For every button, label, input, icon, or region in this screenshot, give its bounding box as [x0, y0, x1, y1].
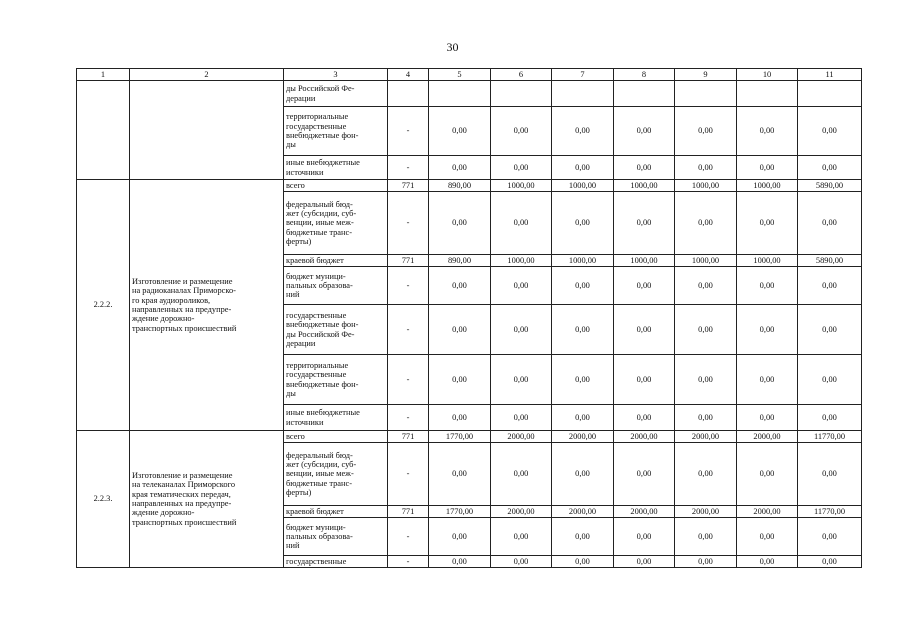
gov-code-cell: 771 [388, 431, 429, 443]
amount-cell: 0,00 [429, 192, 491, 255]
amount-cell: 0,00 [552, 305, 614, 355]
amount-cell: 0,00 [614, 305, 675, 355]
amount-cell [429, 81, 491, 107]
amount-cell: 0,00 [552, 556, 614, 568]
amount-cell: 1000,00 [491, 255, 552, 267]
amount-cell [675, 81, 737, 107]
gov-code-cell: - [388, 192, 429, 255]
amount-cell: 1000,00 [737, 180, 798, 192]
amount-cell: 2000,00 [614, 431, 675, 443]
amount-cell: 0,00 [491, 518, 552, 556]
amount-cell: 0,00 [552, 443, 614, 506]
amount-cell: 0,00 [429, 556, 491, 568]
column-header: 7 [552, 69, 614, 81]
amount-cell: 2000,00 [491, 431, 552, 443]
item-description: Изготовление и размещение на радиоканалах Приморско- го края аудиороликов, направленных на предупре- ждение дорожно- транспортных происшествий [130, 180, 284, 431]
amount-cell [614, 81, 675, 107]
amount-cell: 0,00 [491, 305, 552, 355]
amount-cell: 0,00 [429, 305, 491, 355]
amount-cell: 2000,00 [614, 506, 675, 518]
amount-cell: 0,00 [491, 355, 552, 405]
table-row [77, 81, 862, 107]
amount-cell: 0,00 [429, 267, 491, 305]
funding-source: всего [284, 431, 388, 443]
amount-cell: 0,00 [798, 192, 862, 255]
funding-source: краевой бюджет [284, 255, 388, 267]
funding-source: всего [284, 180, 388, 192]
amount-cell: 0,00 [614, 556, 675, 568]
amount-cell: 0,00 [614, 156, 675, 180]
table-row [77, 180, 862, 192]
amount-cell: 0,00 [737, 156, 798, 180]
amount-cell: 2000,00 [737, 506, 798, 518]
gov-code-cell: - [388, 518, 429, 556]
amount-cell: 0,00 [798, 405, 862, 431]
gov-code-cell: - [388, 355, 429, 405]
column-header: 11 [798, 69, 862, 81]
gov-code-cell: 771 [388, 506, 429, 518]
amount-cell: 1770,00 [429, 506, 491, 518]
funding-source: государственные [284, 556, 388, 568]
amount-cell: 1000,00 [552, 255, 614, 267]
amount-cell: 0,00 [614, 405, 675, 431]
amount-cell: 1000,00 [491, 180, 552, 192]
funding-source: иные внебюджетные источники [284, 405, 388, 431]
amount-cell: 0,00 [675, 267, 737, 305]
amount-cell: 0,00 [491, 192, 552, 255]
amount-cell: 0,00 [798, 107, 862, 156]
amount-cell: 890,00 [429, 180, 491, 192]
amount-cell: 0,00 [675, 556, 737, 568]
funding-source: бюджет муници- пальных образова- ний [284, 518, 388, 556]
amount-cell: 2000,00 [491, 506, 552, 518]
gov-code-cell: - [388, 443, 429, 506]
amount-cell: 0,00 [675, 405, 737, 431]
amount-cell: 11770,00 [798, 506, 862, 518]
amount-cell: 0,00 [798, 305, 862, 355]
table-body [77, 81, 862, 568]
gov-code-cell [388, 81, 429, 107]
amount-cell [737, 81, 798, 107]
item-description [130, 81, 284, 180]
column-header: 6 [491, 69, 552, 81]
amount-cell: 0,00 [491, 443, 552, 506]
column-header: 1 [77, 69, 130, 81]
amount-cell: 0,00 [798, 355, 862, 405]
funding-source: федеральный бюд- жет (субсидии, суб- венции, иные меж- бюджетные транс- ферты) [284, 192, 388, 255]
funding-source: государственные внебюджетные фон- ды Российской Фе- дерации [284, 305, 388, 355]
amount-cell: 0,00 [798, 443, 862, 506]
amount-cell: 0,00 [798, 156, 862, 180]
column-header: 2 [130, 69, 284, 81]
amount-cell: 0,00 [675, 107, 737, 156]
amount-cell [491, 81, 552, 107]
column-header: 3 [284, 69, 388, 81]
amount-cell: 0,00 [737, 107, 798, 156]
gov-code-cell: 771 [388, 180, 429, 192]
item-code: 2.2.2. [77, 180, 130, 431]
amount-cell: 1000,00 [675, 180, 737, 192]
amount-cell: 1000,00 [552, 180, 614, 192]
amount-cell: 0,00 [675, 156, 737, 180]
amount-cell [798, 81, 862, 107]
amount-cell: 0,00 [614, 107, 675, 156]
column-header: 9 [675, 69, 737, 81]
amount-cell: 0,00 [552, 355, 614, 405]
amount-cell: 0,00 [614, 267, 675, 305]
funding-source: иные внебюджетные источники [284, 156, 388, 180]
amount-cell: 0,00 [675, 305, 737, 355]
amount-cell: 0,00 [429, 107, 491, 156]
amount-cell: 0,00 [737, 518, 798, 556]
column-header: 4 [388, 69, 429, 81]
amount-cell: 890,00 [429, 255, 491, 267]
amount-cell: 0,00 [737, 355, 798, 405]
amount-cell: 0,00 [429, 355, 491, 405]
table-row [77, 431, 862, 443]
amount-cell: 1000,00 [614, 180, 675, 192]
amount-cell: 2000,00 [552, 506, 614, 518]
amount-cell: 0,00 [737, 305, 798, 355]
amount-cell: 0,00 [429, 443, 491, 506]
amount-cell: 0,00 [552, 156, 614, 180]
column-header: 5 [429, 69, 491, 81]
amount-cell: 5890,00 [798, 255, 862, 267]
amount-cell: 2000,00 [552, 431, 614, 443]
budget-table [76, 68, 862, 568]
amount-cell: 0,00 [491, 107, 552, 156]
amount-cell: 0,00 [491, 156, 552, 180]
funding-source: краевой бюджет [284, 506, 388, 518]
amount-cell: 1000,00 [614, 255, 675, 267]
item-description: Изготовление и размещение на телеканалах Приморского края тематических передач, направленных на предупре- ждение дорожно- транспортных происшествий [130, 431, 284, 568]
amount-cell: 11770,00 [798, 431, 862, 443]
amount-cell: 0,00 [614, 192, 675, 255]
amount-cell: 0,00 [798, 556, 862, 568]
amount-cell: 0,00 [552, 107, 614, 156]
amount-cell: 0,00 [491, 405, 552, 431]
amount-cell: 0,00 [614, 518, 675, 556]
funding-source: федеральный бюд- жет (субсидии, суб- венции, иные меж- бюджетные транс- ферты) [284, 443, 388, 506]
funding-source: ды Российской Фе- дерации [284, 81, 388, 107]
amount-cell: 0,00 [429, 405, 491, 431]
amount-cell: 2000,00 [675, 506, 737, 518]
gov-code-cell: - [388, 305, 429, 355]
amount-cell: 0,00 [737, 556, 798, 568]
amount-cell: 0,00 [429, 156, 491, 180]
gov-code-cell: - [388, 405, 429, 431]
amount-cell: 5890,00 [798, 180, 862, 192]
amount-cell: 0,00 [675, 192, 737, 255]
amount-cell: 0,00 [491, 556, 552, 568]
page-number: 30 [446, 40, 459, 54]
amount-cell [552, 81, 614, 107]
amount-cell: 0,00 [429, 518, 491, 556]
amount-cell: 0,00 [614, 443, 675, 506]
amount-cell: 2000,00 [675, 431, 737, 443]
amount-cell: 0,00 [737, 267, 798, 305]
amount-cell: 0,00 [798, 518, 862, 556]
gov-code-cell: - [388, 107, 429, 156]
funding-source: территориальные государственные внебюджетные фон- ды [284, 355, 388, 405]
amount-cell: 0,00 [675, 443, 737, 506]
amount-cell: 0,00 [798, 267, 862, 305]
amount-cell: 0,00 [552, 405, 614, 431]
amount-cell: 0,00 [552, 518, 614, 556]
column-header: 8 [614, 69, 675, 81]
column-header: 10 [737, 69, 798, 81]
amount-cell: 1770,00 [429, 431, 491, 443]
gov-code-cell: 771 [388, 255, 429, 267]
amount-cell: 0,00 [737, 192, 798, 255]
amount-cell: 0,00 [614, 355, 675, 405]
gov-code-cell: - [388, 267, 429, 305]
amount-cell: 0,00 [491, 267, 552, 305]
funding-source: территориальные государственные внебюджетные фон- ды [284, 107, 388, 156]
amount-cell: 1000,00 [737, 255, 798, 267]
header-row [77, 69, 862, 81]
gov-code-cell: - [388, 156, 429, 180]
amount-cell: 0,00 [737, 443, 798, 506]
item-code: 2.2.3. [77, 431, 130, 568]
gov-code-cell: - [388, 556, 429, 568]
amount-cell: 0,00 [552, 192, 614, 255]
amount-cell: 2000,00 [737, 431, 798, 443]
amount-cell: 0,00 [737, 405, 798, 431]
amount-cell: 1000,00 [675, 255, 737, 267]
item-code [77, 81, 130, 180]
funding-source: бюджет муници- пальных образова- ний [284, 267, 388, 305]
amount-cell: 0,00 [675, 355, 737, 405]
amount-cell: 0,00 [675, 518, 737, 556]
amount-cell: 0,00 [552, 267, 614, 305]
